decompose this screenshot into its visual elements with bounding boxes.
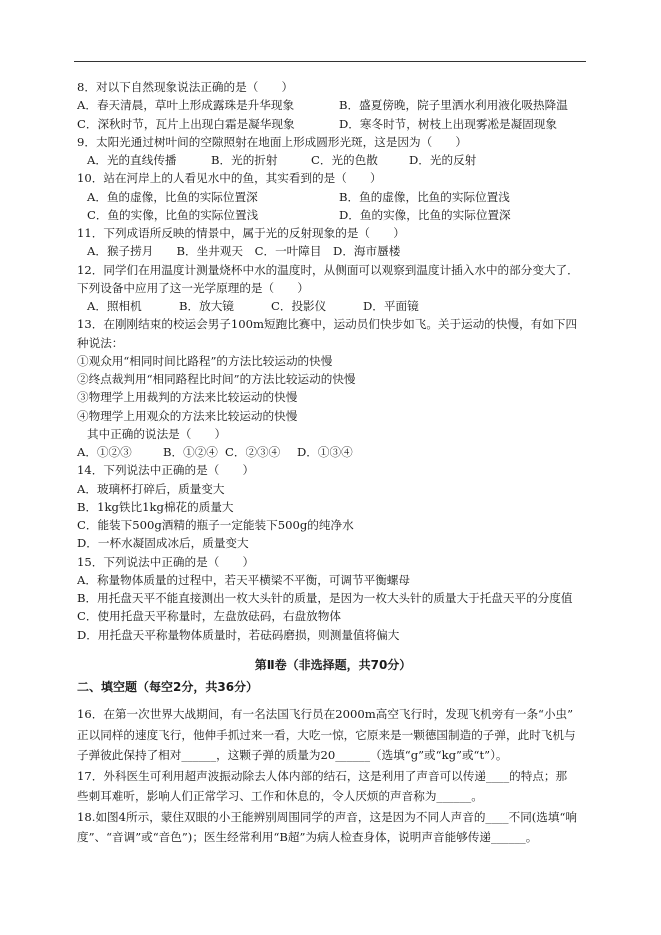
q13-options: [77, 443, 589, 461]
q8-option-a: A．春天清晨，草叶上形成露珠是升华现象: [77, 98, 295, 113]
q14-option-a: A．玻璃杯打碎后，质量变大: [77, 481, 225, 496]
q9-stem: 9．太阳光通过树叶间的空隙照射在地面上形成圆形光斑，这是因为（ ）: [77, 134, 467, 149]
q12-option-a: A．照相机: [87, 299, 142, 313]
q8-option-d: D．寒冬时节，树枝上出现雾凇是凝固现象: [339, 116, 557, 131]
q18-line1: 18.如图4所示，蒙住双眼的小王能辨别周围同学的声音，这是因为不同人声音的____不同(选填“响: [77, 809, 578, 824]
q15-option-b: B．用托盘天平不能直接测出一枚大头针的质量，是因为一枚大头针的质量大于托盘天平的分度值: [77, 591, 573, 605]
q17-line2: 些刺耳难听，影响人们正常学习、工作和休息的，令人厌烦的声音称为______。: [77, 789, 483, 804]
q13-option-d: D．①③④: [297, 445, 353, 459]
q12-line1: 12．同学们在用温度计测量烧杯中水的温度时，从侧面可以观察到温度计插入水中的部分变大了．: [77, 262, 579, 277]
q10-options-row2: [77, 206, 589, 224]
q10-option-a: A．鱼的虚像，比鱼的实际位置深: [87, 189, 258, 204]
q9-option-b: B．光的折射: [211, 153, 278, 167]
q12-option-d: D．平面镜: [363, 299, 419, 313]
q12-line2: 下列设备中应用了这一光学原理的是（ ）: [77, 280, 309, 295]
fill-blank-heading: 二、填空题（每空2分，共36分）: [77, 680, 259, 694]
section-gap: [77, 644, 589, 656]
q10-option-d: D．鱼的实像，比鱼的实际位置深: [339, 207, 511, 222]
q18-line2: 度”、“音调”或“音色”)；医生经常利用“B超”为病人检查身体，说明声音能够传递______。: [77, 830, 538, 845]
q16-line3: 子弹彼此保持了相对______，这颗子弹的质量为20______（选填“g”或“kg”或“t”）。: [77, 748, 508, 763]
q8-option-c: C．深秋时节，瓦片上出现白霜是凝华现象: [77, 116, 295, 131]
q15-option-d: D．用托盘天平称量物体质量时，若砝码磨损，则测量值将偏大: [77, 627, 400, 642]
q12-options: [77, 297, 589, 315]
q9-option-d: D．光的反射: [409, 153, 477, 167]
q11-options: A．猴子捞月 B．坐井观天 C．一叶障目 D．海市蜃楼: [87, 244, 401, 259]
q8-options-row2: [77, 115, 589, 133]
q8-option-b: B．盛夏傍晚，院子里洒水利用液化吸热降温: [339, 98, 568, 113]
q15-option-a: A．称量物体质量的过程中，若天平横梁不平衡，可调节平衡螺母: [77, 572, 410, 587]
q13-option-a: A．①②③: [77, 445, 132, 459]
exam-content: [77, 78, 589, 848]
q10-option-b: B．鱼的虚像，比鱼的实际位置浅: [339, 189, 510, 204]
q17-line1: 17．外科医生可利用超声波振动除去人体内部的结石，这是利用了声音可以传递____的特点；那: [77, 768, 568, 783]
q12-option-b: B．放大镜: [179, 299, 234, 313]
q14-stem: 14．下列说法中正确的是（ ）: [77, 463, 255, 478]
q10-options-row1: [77, 188, 589, 206]
heading-gap: [77, 696, 589, 704]
q12-option-c: C．投影仪: [271, 299, 327, 313]
q13-line2: 种说法：: [77, 335, 124, 350]
q8-stem: 8．对以下自然现象说法正确的是（ ）: [77, 80, 294, 94]
q10-option-c: C．鱼的实像，比鱼的实际位置浅: [87, 207, 259, 222]
q13-option-b: B．①②④: [163, 445, 218, 459]
q9-options: [77, 151, 589, 169]
q13-statement-1: ①观众用“相同时间比路程”的方法比较运动的快慢: [77, 353, 333, 368]
q15-stem: 15．下列说法中正确的是（ ）: [77, 554, 255, 569]
q10-stem: 10．站在河岸上的人看见水中的鱼，其实看到的是（ ）: [77, 171, 382, 186]
q15-option-c: C．使用托盘天平称量时，左盘放砝码，右盘放物体: [77, 609, 341, 624]
q16-line1: 16．在第一次世界大战期间，有一名法国飞行员在2000m高空飞行时，发现飞机旁有一条“小虫”: [77, 707, 574, 722]
q16-line2: 正以同样的速度飞行，他伸手抓过来一看，大吃一惊，它原来是一颗德国制造的子弹，此时飞机与: [77, 727, 576, 742]
q13-statement-3: ③物理学上用裁判的方法来比较运动的快慢: [77, 390, 298, 405]
q13-statement-4: ④物理学上用观众的方法来比较运动的快慢: [77, 408, 298, 423]
q13-line1: 13．在刚刚结束的校运会男子100m短跑比赛中，运动员们快步如飞。关于运动的快慢，有如下四: [77, 317, 578, 332]
q14-option-b: B．1kg铁比1kg棉花的质量大: [77, 499, 234, 514]
section-2-title: 第Ⅱ卷（非选择题，共70分）: [254, 657, 412, 672]
q16-block: [77, 704, 589, 848]
q14-option-d: D．一杯水凝固成冰后，质量变大: [77, 536, 249, 551]
q9-option-a: A．光的直线传播: [87, 153, 177, 167]
q13-option-c: C．②③④: [225, 445, 281, 459]
q13-statement-2: ②终点裁判用“相同路程比时间”的方法比较运动的快慢: [77, 372, 356, 386]
q8-options-row1: [77, 96, 589, 114]
q14-option-c: C．能装下500g酒精的瓶子一定能装下500g的纯净水: [77, 518, 354, 532]
q9-option-c: C．光的色散: [311, 153, 378, 167]
header-rule: [74, 61, 586, 62]
q11-stem: 11．下列成语所反映的情景中，属于光的反射现象的是（ ）: [77, 226, 405, 240]
q13-stem2: 其中正确的说法是（ ）: [87, 426, 227, 441]
